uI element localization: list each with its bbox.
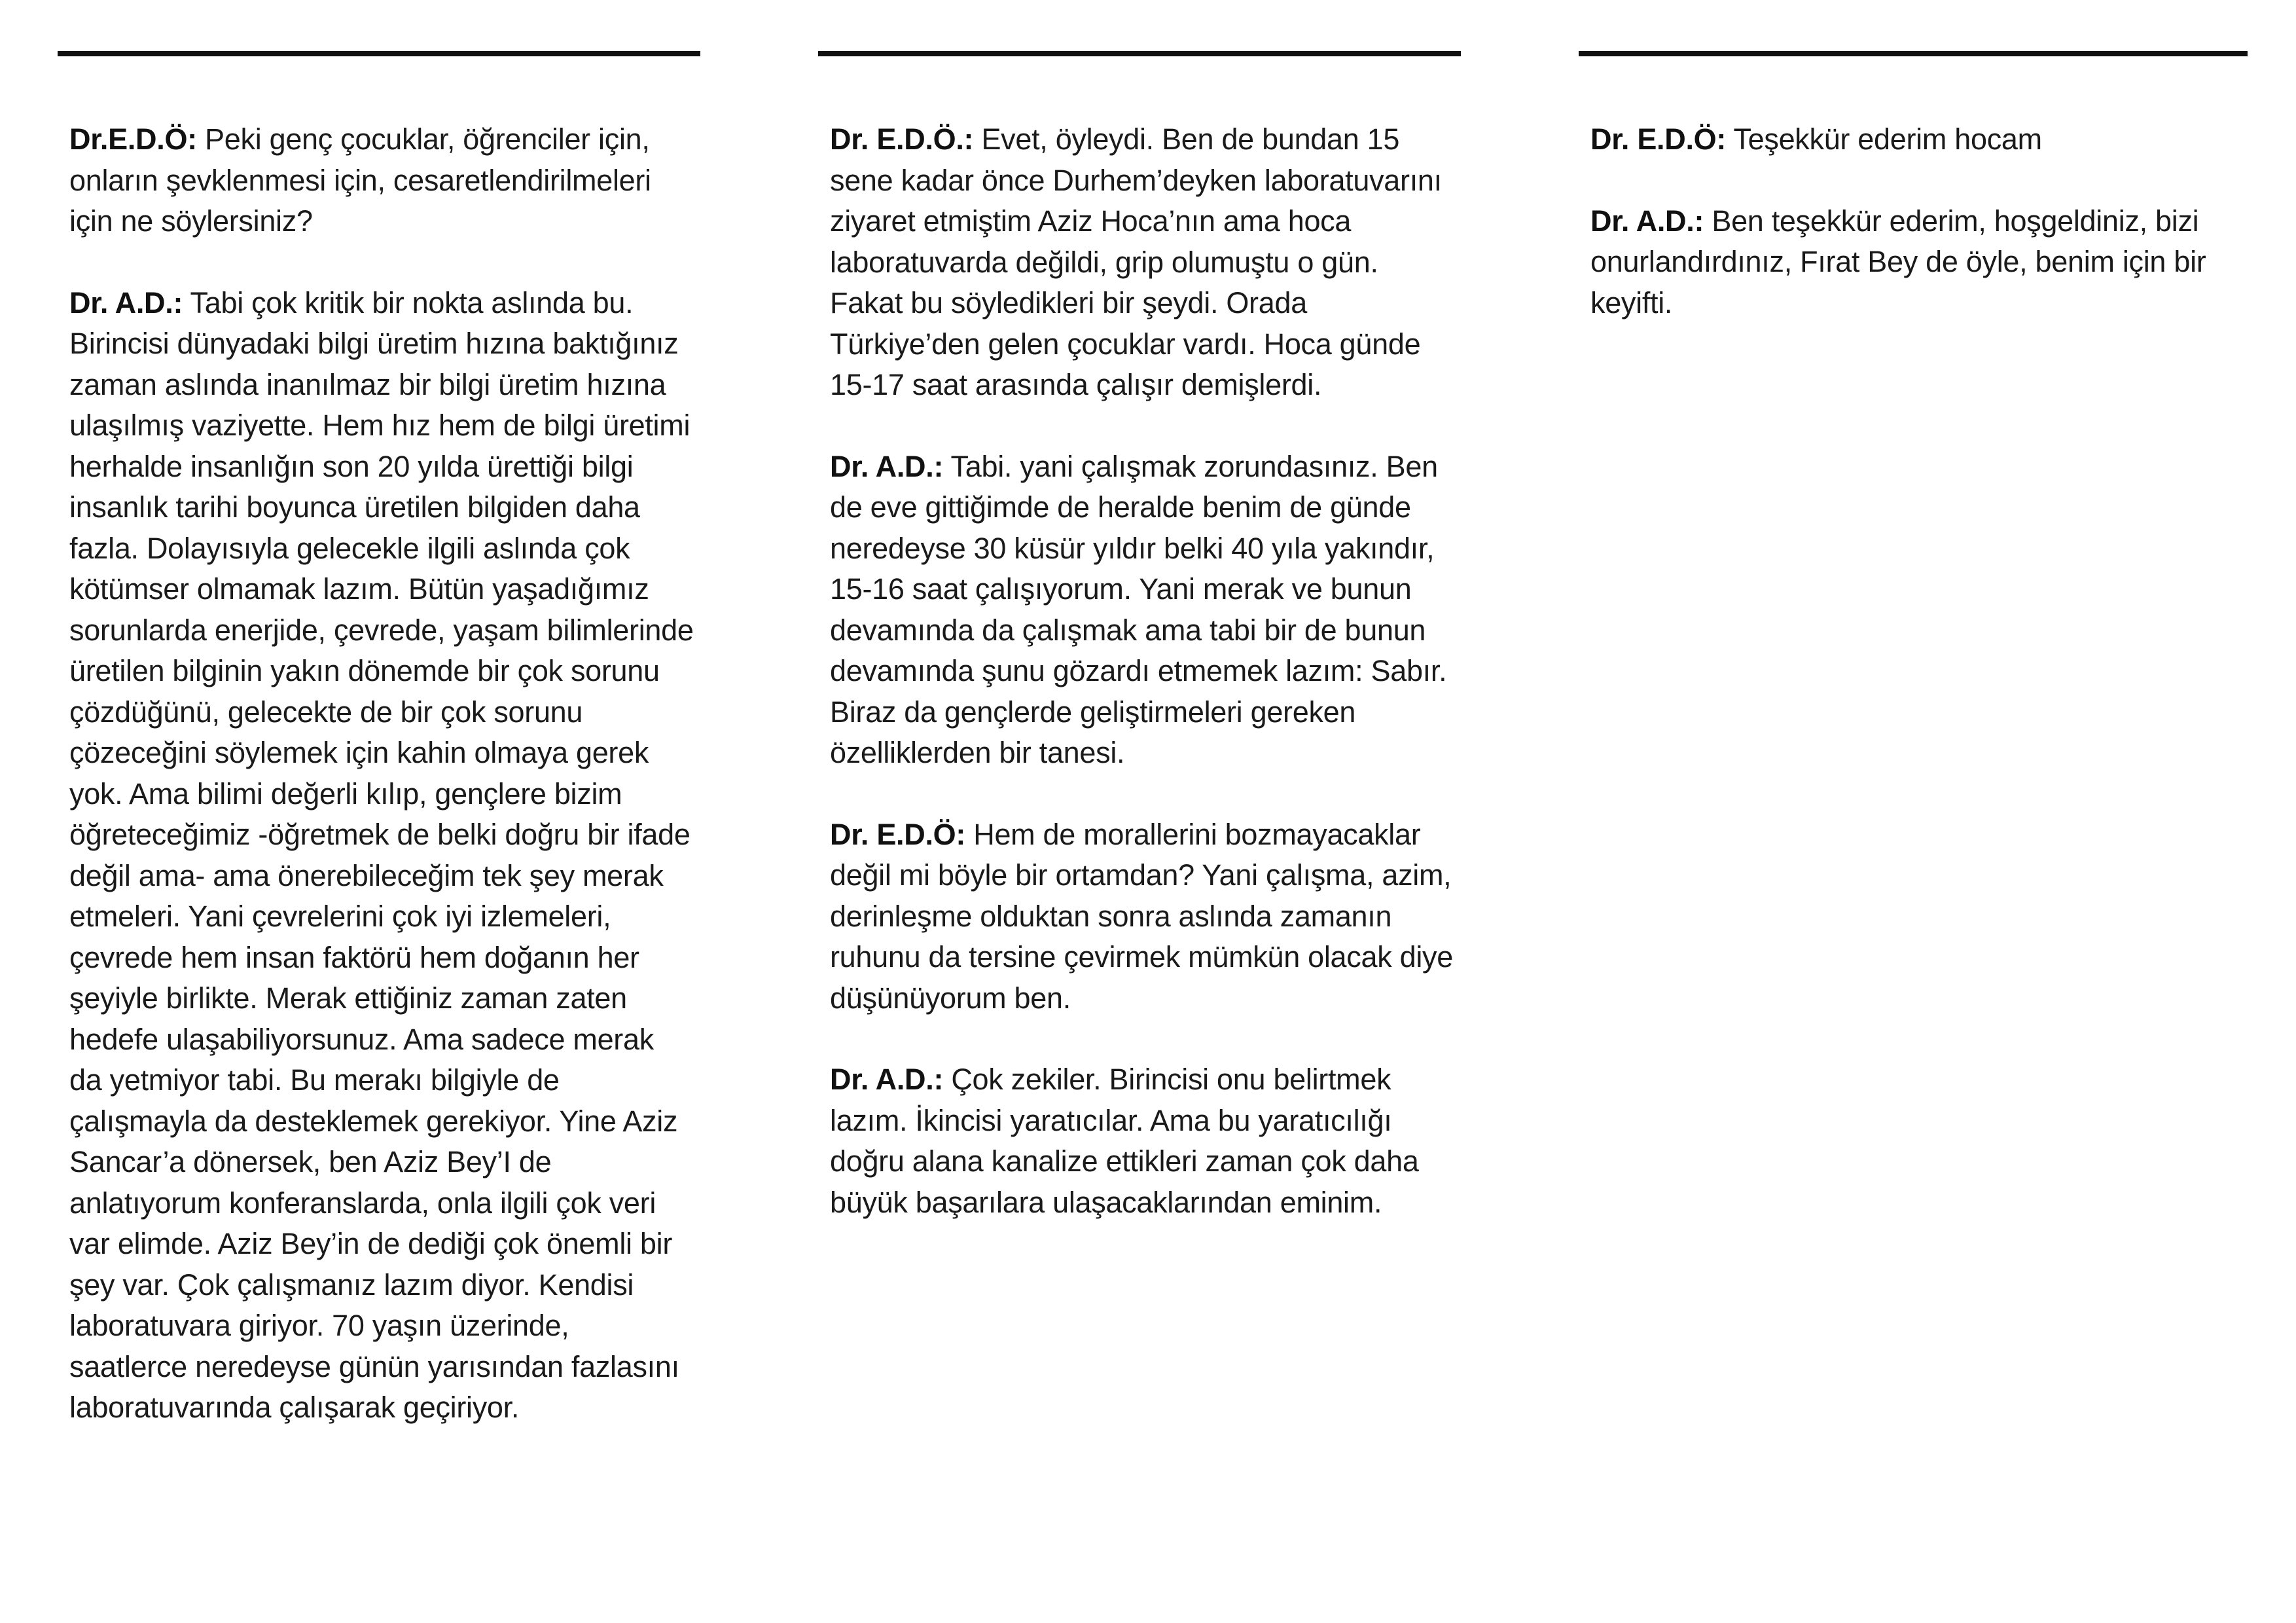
column-2-top-rule [818,51,1461,56]
speaker-label: Dr. E.D.Ö.: [830,122,974,156]
column-3-body [1579,56,2248,323]
dialogue-entry [69,283,694,1429]
dialogue-text: Peki genç çocuklar, öğrenciler için, onların şevklenmesi için, cesaretlendirilmeleri için ne söylersiniz? [69,122,651,238]
dialogue-entry [830,1059,1454,1223]
dialogue-entry [1590,201,2241,324]
speaker-label: Dr. A.D.: [69,285,183,319]
column-1 [58,51,700,1469]
dialogue-entry [830,447,1454,774]
column-3-top-rule [1579,51,2248,56]
dialogue-text: Tabi. yani çalışmak zorundasınız. Ben de eve gittiğimde de heralde benim de günde neredeyse 30 küsür yıldır belki 40 yıla yakındır, 15-16 saat çalışıyorum. Yani merak ve bunun devamında da çalışmak ama tabi bir de bunun devamında şunu gözardı etmemek lazım: Sabır. Biraz da gençlerde geliştirmeleri gereken özelliklerden bir tanesi. [830,449,1447,769]
dialogue-text: Ben teşekkür ederim, hoşgeldiniz, bizi onurlandırdınız, Fırat Bey de öyle, benim için bir keyifti. [1590,204,2206,319]
column-1-body [58,56,700,1429]
speaker-label: Dr. A.D.: [1590,204,1704,238]
column-2 [818,51,1461,1264]
dialogue-entry [830,119,1454,406]
speaker-label: Dr. A.D.: [830,1063,944,1096]
dialogue-text: Teşekkür ederim hocam [1733,122,2042,156]
speaker-label: Dr. E.D.Ö: [830,817,966,851]
dialogue-text: Çok zekiler. Birincisi onu belirtmek lazım. İkincisi yaratıcılar. Ama bu yaratıcılığı doğru alana kanalize ettikleri zaman çok daha büyük başarılara ulaşacaklarından eminim. [830,1063,1419,1219]
speaker-label: Dr. E.D.Ö: [1590,122,1727,156]
dialogue-entry [1590,119,2241,160]
speaker-label: Dr.E.D.Ö: [69,122,197,156]
dialogue-text: Evet, öyleydi. Ben de bundan 15 sene kadar önce Durhem’deyken laboratuvarını ziyaret etmiştim Aziz Hoca’nın ama hoca laboratuvarda değildi, grip olumuştu o gün. Fakat bu söyledikleri bir şeydi. Orada Türkiye’den gelen çocuklar vardı. Hoca günde 15-17 saat arasında çalışır demişlerdi. [830,122,1442,401]
column-2-body [818,56,1461,1223]
column-3 [1579,51,2248,364]
dialogue-entry [830,814,1454,1019]
column-1-top-rule [58,51,700,56]
dialogue-entry [69,119,694,242]
dialogue-text: Tabi çok kritik bir nokta aslında bu. Birincisi dünyadaki bilgi üretim hızına baktığınız zaman aslında inanılmaz bir bilgi üretim hızına ulaşılmış vaziyette. Hem hız hem de bilgi üretimi herhalde insanlığın son 20 yılda ürettiği bilgi insanlık tarihi boyunca üretilen bilgiden daha fazla. Dolayısıyla gelecekle ilgili aslında çok kötümser olmamak lazım. Bütün yaşadığımız sorunlarda enerjide, çevrede, yaşam bilimlerinde üretilen bilginin yakın dönemde bir çok sorunu çözdüğünü, gelecekte de bir çok sorunu çözeceğini söylemek için kahin olmaya gerek yok. Ama bilimi değerli kılıp, gençlere bizim öğreteceğimiz -öğretmek de belki doğru bir ifade değil ama- ama önerebileceğim tek şey merak etmeleri. Yani çevrelerini çok iyi izlemeleri, çevrede hem insan faktörü hem doğanın her şeyiyle birlikte. Merak ettiğiniz zaman zaten hedefe ulaşabiliyorsunuz. Ama sadece merak da yetmiyor tabi. Bu merakı bilgiyle de çalışmayla da desteklemek gerekiyor. Yine Aziz Sancar’a dönersek, ben Aziz Bey’I de anlatıyorum konferanslarda, onla ilgili çok veri var elimde. Aziz Bey’in de dediği çok önemli bir şey var. Çok çalışmanız lazım diyor. Kendisi laboratuvara giriyor. 70 yaşın üzerinde, saatlerce neredeyse günün yarısından fazlasını laboratuvarında çalışarak geçiriyor. [69,285,694,1424]
speaker-label: Dr. A.D.: [830,449,944,483]
dialogue-text: Hem de morallerini bozmayacaklar değil mi böyle bir ortamdan? Yani çalışma, azim, derinleşme olduktan sonra aslında zamanın ruhunu da tersine çevirmek mümkün olacak diye düşünüyorum ben. [830,817,1453,1015]
